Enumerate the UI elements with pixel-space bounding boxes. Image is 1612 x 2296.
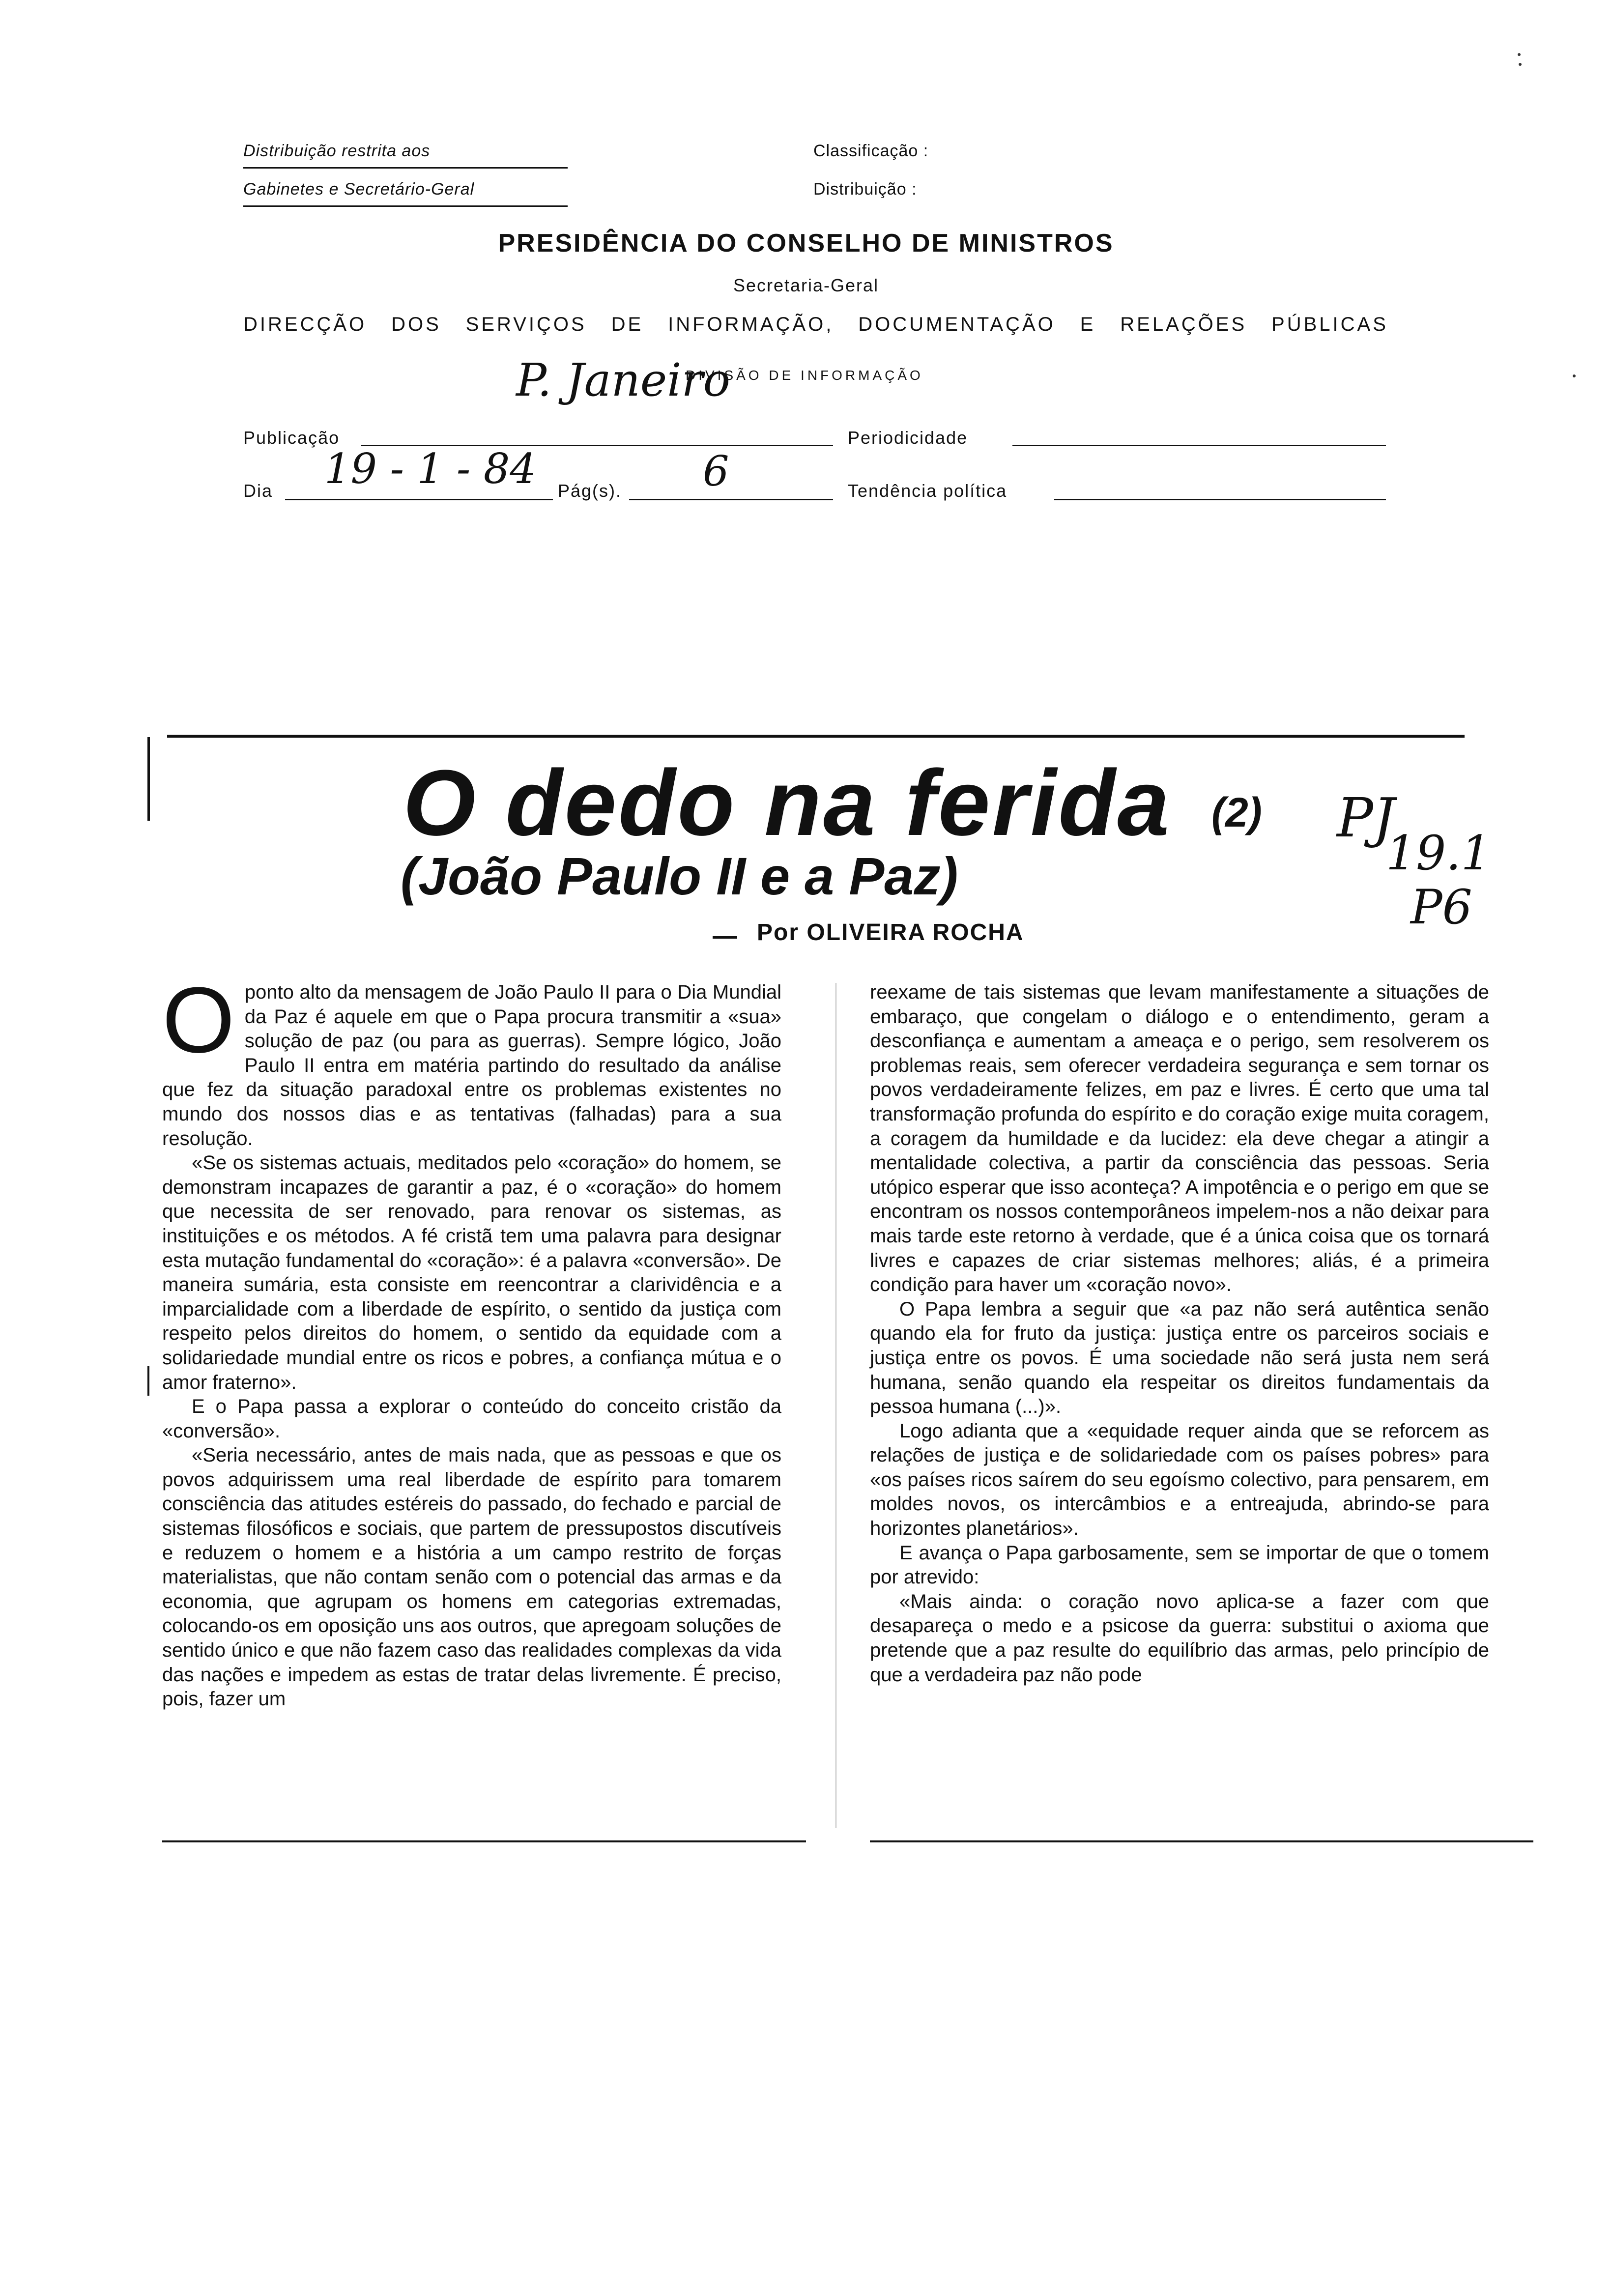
article-paragraph: «Se os sistemas actuais, meditados pelo «coração» do homem, se demonstram incapazes de garantir a paz, é o «coração» do homem que necessita de ser renovado, para renovar os sistemas, as instituições e os métodos. A fé cristã tem uma palavra para designar esta mutação fundamental do «coração»: é a palavra «conversão». De maneira sumária, esta consiste em reencontrar a clarividência e a imparcialidade com a liberdade de espírito, o sentido da justiça com respeito pelos direitos do homem, o sentido da equidade com a solidariedade mundial entre os ricos e pobres, a confiança mútua e o amor fraterno».	[162, 1152, 781, 1393]
office-title: PRESIDÊNCIA DO CONSELHO DE MINISTROS	[498, 229, 1114, 258]
day-label: Dia	[243, 481, 273, 501]
byline-dash	[713, 936, 737, 939]
article-left-column	[162, 968, 781, 1712]
article-left-border	[147, 737, 150, 821]
pages-field-line	[629, 499, 833, 500]
directorate-word: DE	[611, 314, 644, 335]
article-paragraph: E avança o Papa garbosamente, sem se importar de que o tomem por atrevido:	[870, 1542, 1489, 1588]
directorate-word: DOCUMENTAÇÃO	[858, 314, 1056, 335]
political-tendency-label: Tendência política	[848, 481, 1008, 501]
periodicity-label: Periodicidade	[848, 428, 968, 448]
directorate-line	[243, 314, 1388, 336]
pages-handwritten-value: 6	[703, 447, 729, 495]
handwritten-annotation-date: 19.1	[1386, 826, 1491, 881]
article-paragraph: reexame de tais sistemas que levam manifestamente a situações de embaraço, que congelam o diálogo e o entendimento, geram a desconfiança e aumentam a ameaça e o perigo, sem resolverem os problemas reais, sem oferecer verdadeira segurança e sem tornar os povos verdadeiramente felizes, em paz e livres. É certo que uma tal transformação profunda do espírito e do coração exige muita coragem, a coragem da humildade e da lucidez: ela deve chegar a atingir a mentalidade colectiva, a partir da consciência das pessoas. Seria utópico esperar que isso aconteça? A impotência e o perigo em que se encontram os nossos contemporâneos impelem-nos a não deixar para mais tarde este retorno à verdade, que é a única coisa que os tornará livres e capazes de criar sistemas melhores; aliás, é a primeira condição para haver um «coração novo».	[870, 981, 1489, 1296]
header-rule	[243, 205, 568, 207]
distribution-restriction-line1: Distribuição restrita aos	[243, 142, 431, 160]
article-paragraph: «Seria necessário, antes de mais nada, que as pessoas e que os povos adquirissem uma real liberdade de espírito para tomarem consciência das atitudes estéreis do passado, do fechado e parcial de sistemas filosóficos e sociais, que partem de pressupostos discutíveis e reduzem o homem e a história a um campo restrito de forças materialistas, que não contam senão com o potencial das armas e da economia, que agrupam os homens em categorias extremadas, colocando-os em oposição uns aos outros, que apregoam soluções de sentido único e que não fazem caso das realidades complexas da vida das nações e impedem as estas de tratar delas livremente. É preciso, pois, fazer um	[162, 1444, 781, 1710]
article-bottom-rule-left	[162, 1840, 806, 1842]
article-subtitle: (João Paulo II e a Paz)	[401, 846, 958, 906]
article-part-number: (2)	[1211, 789, 1262, 835]
article-paragraph: O Papa lembra a seguir que «a paz não será autêntica senão quando ela for fruto da justiça: justiça entre os parceiros sociais e justiça entre os povos. É uma sociedade não será justa nem será humana, senão quando ela respeitar os direitos fundamentais da pessoa humana (...)».	[870, 1298, 1489, 1418]
article-right-column	[870, 980, 1489, 1687]
day-field-line	[285, 499, 553, 500]
scan-speck	[1518, 53, 1521, 56]
directorate-word: PÚBLICAS	[1271, 314, 1388, 335]
directorate-word: DIRECÇÃO	[243, 314, 367, 335]
column-divider	[835, 983, 836, 1828]
political-tendency-field-line	[1054, 499, 1386, 500]
directorate-word: RELAÇÕES	[1120, 314, 1247, 335]
article-paragraph: Logo adianta que a «equidade requer ainda que se reforcem as relações de justiça e de solidariedade com os países pobres» para «os países ricos saírem do seu egoísmo colectivo, para pensarem, em moldes novos, os intercâmbios e a entreajuda, abrindo-se para horizontes planetários».	[870, 1420, 1489, 1540]
scan-speck	[1573, 374, 1576, 377]
publication-handwritten-value: P. Janeiro	[516, 354, 730, 406]
secretariat-subtitle: Secretaria-Geral	[733, 275, 879, 295]
article-byline: Por OLIVEIRA ROCHA	[757, 919, 1024, 946]
day-handwritten-value: 19 - 1 - 84	[324, 445, 536, 493]
pages-label: Pág(s).	[558, 481, 622, 501]
article-paragraph: E o Papa passa a explorar o conteúdo do conceito cristão da «conversão».	[162, 1396, 781, 1442]
article-top-rule	[167, 735, 1465, 738]
article-paragraph	[162, 968, 781, 1151]
article-bottom-rule-right	[870, 1840, 1533, 1842]
directorate-word: E	[1080, 314, 1096, 335]
scan-speck	[1519, 63, 1522, 66]
distribution-label: Distribuição :	[813, 180, 917, 199]
division-label: DIVISÃO DE INFORMAÇÃO	[686, 368, 923, 383]
publication-label: Publicação	[243, 428, 340, 448]
directorate-word: INFORMAÇÃO,	[668, 314, 834, 335]
article-paragraph-text: ponto alto da mensagem de João Paulo II para o Dia Mundial da Paz é aquele em que o Papa procura transmitir a «sua» solução de paz (ou para as guerras). Sempre lógico, João Paulo II entra em matéria partindo do resultado da análise que fez da situação paradoxal entre os problemas existentes no mundo dos nossos dias e as tentativas (falhadas) para a sua resolução.	[162, 981, 781, 1149]
handwritten-annotation-page: P6	[1410, 880, 1472, 935]
directorate-word: SERVIÇOS	[465, 314, 587, 335]
directorate-word: DOS	[391, 314, 441, 335]
periodicity-field-line	[1012, 445, 1386, 446]
drop-cap: O	[162, 968, 235, 1072]
header-rule	[243, 167, 568, 169]
distribution-restriction-line2: Gabinetes e Secretário-Geral	[243, 180, 475, 199]
article-left-border-mark	[147, 1366, 149, 1396]
handwritten-annotation-source: PJ	[1337, 786, 1395, 849]
classification-label: Classificação :	[813, 142, 929, 160]
article-paragraph: «Mais ainda: o coração novo aplica-se a fazer com que desapareça o medo e a psicose da guerra: substitui o axioma que pretende que a paz resulte do equilíbrio das armas, pelo princípio de que a verdadeira paz não pode	[870, 1590, 1489, 1686]
article-title: O dedo na ferida	[403, 751, 1172, 855]
